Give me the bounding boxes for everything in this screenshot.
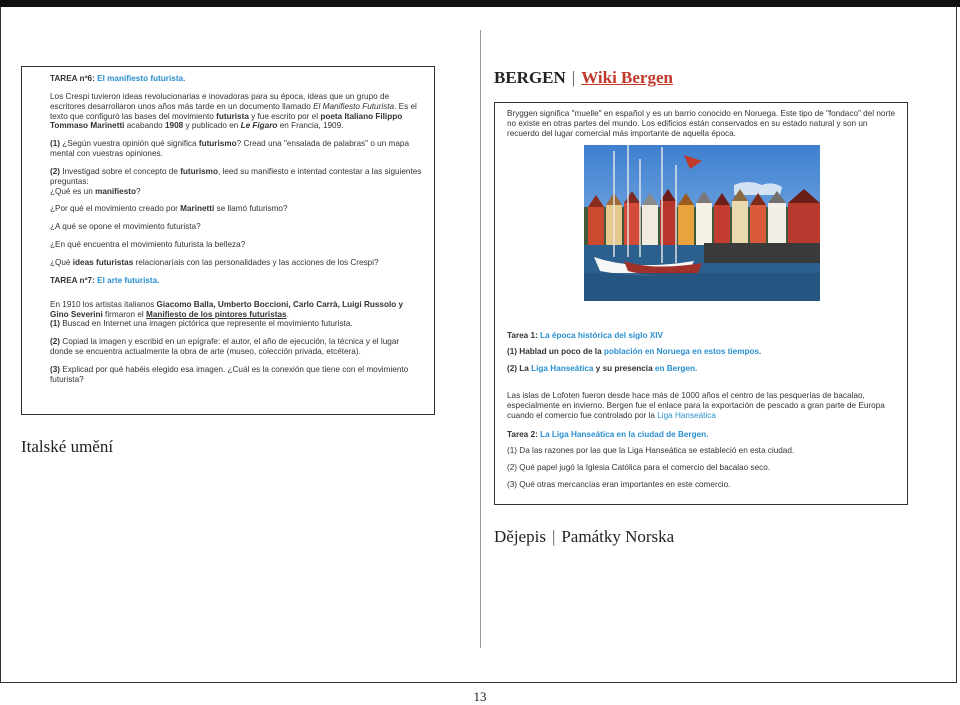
- task7-heading: TAREA nº7: El arte futurista.: [50, 275, 160, 285]
- lofoten-paragraph: Las islas de Lofoten fueron desde hace más de 1000 años el centro de las pesquerías de bacalao, especialmente en invierno. Bergen fue el enlace para la exportación de pescado a gran parte de Europa cuando el comercio fue controlado por la Liga Hanseática: [507, 391, 885, 420]
- task2-heading: Tarea 2: La Liga Hanseática en la ciudad de Bergen.: [507, 429, 709, 439]
- bryggen-harbor-image: [584, 145, 820, 301]
- liga-hanseatica-link[interactable]: Liga Hanseática: [657, 410, 716, 420]
- task6-question-3: ¿Por qué el movimiento creado por Marinetti se llamó futurismo?: [50, 204, 288, 214]
- task2-question-1: (1) Da las razones por las que la Liga Hanseática se estableció en esta ciudad.: [507, 446, 795, 456]
- futurism-task-card: [21, 66, 435, 415]
- right-page-caption: Dějepis | Památky Norska: [494, 527, 675, 546]
- task6-intro: Los Crespi tuvieron ideas revolucionarias e inovadoras para su época, ideas que un grupo de escritores desarrollaron unos años más tarde en un documento llamado El Manifiesto Futurista. Es el texto que configuró las bases del movimiento futurista y fue escrito por el poeta Italiano Filippo Tommaso Marinetti acabando 1908 y publicado en Le Figaro en Francia, 1909.: [50, 91, 417, 131]
- task6-question-4: ¿A qué se opone el movimiento futurista?: [50, 222, 201, 232]
- wiki-bergen-link[interactable]: Wiki Bergen: [581, 68, 673, 87]
- bergen-title: BERGEN | Wiki Bergen: [494, 68, 673, 87]
- task1-question-2: (2) La Liga Hanseática y su presencia en Bergen.: [507, 364, 698, 374]
- bryggen-harbor-photo: [584, 145, 820, 301]
- bryggen-intro: Bryggen significa "muelle" en español y es un barrio conocido en Noruega. Este tipo de "fondaco" del norte no existe en otras partes del mundo. Los edificios están conservados en su estado natural y son un recuerdo del lugar comercial más importante de aquella época.: [507, 109, 896, 138]
- task2-question-2: (2) Qué papel jugó la Iglesia Católica para el comercio del bacalao seco.: [507, 463, 771, 473]
- task6-question-5: ¿En qué encuentra el movimiento futurista la belleza?: [50, 240, 246, 250]
- task6-question-2: (2) Investigad sobre el concepto de futurismo, leed su manifiesto e intentad contestar a las siguientes preguntas: ¿Qué es un manifiesto?: [50, 166, 422, 196]
- top-bar: [0, 0, 960, 7]
- task7-item-2: (2) Copiad la imagen y escribid en un epígrafe: el autor, el año de ejecución, la técnica y el lugar donde se encuentra actualmente la obra de arte (museo, colección privada, etcétera).: [50, 337, 400, 357]
- page-gutter-divider: [480, 30, 481, 648]
- task7-item-3: (3) Explicad por qué habéis elegido esa imagen. ¿Cuál es la conexión que tiene con el movimiento futurista?: [50, 364, 409, 384]
- task1-heading: Tarea 1: La época histórica del siglo XIV: [507, 330, 663, 340]
- task7-intro: En 1910 los artistas italianos Giacomo Balla, Umberto Boccioni, Carlo Carrà, Luigi Russolo y Gino Severini firmaron el Manifiesto de los pintores futuristas. (1) Buscad en Internet una imagen pictórica que represente el movimiento futurista.: [50, 299, 404, 329]
- left-page-caption: Italské umění: [21, 437, 114, 456]
- task2-question-3: (3) Qué otras mercancías eran importantes en este comercio.: [507, 480, 731, 490]
- task6-question-1: (1) ¿Según vuestra opinión qué significa futurismo? Cread una "ensalada de palabras" o un mapa mental con vuestras opiniones.: [50, 139, 410, 159]
- bergen-task-card: [494, 102, 908, 505]
- task1-question-1: (1) Hablad un poco de la población en Noruega en estos tiempos.: [507, 347, 762, 357]
- task6-question-6: ¿Qué ideas futuristas relacionaríais con las personalidades y las acciones de los Crespi?: [50, 257, 379, 267]
- page-number: 13: [473, 689, 487, 704]
- task6-heading: TAREA nº6: El manifiesto futurista.: [50, 74, 186, 83]
